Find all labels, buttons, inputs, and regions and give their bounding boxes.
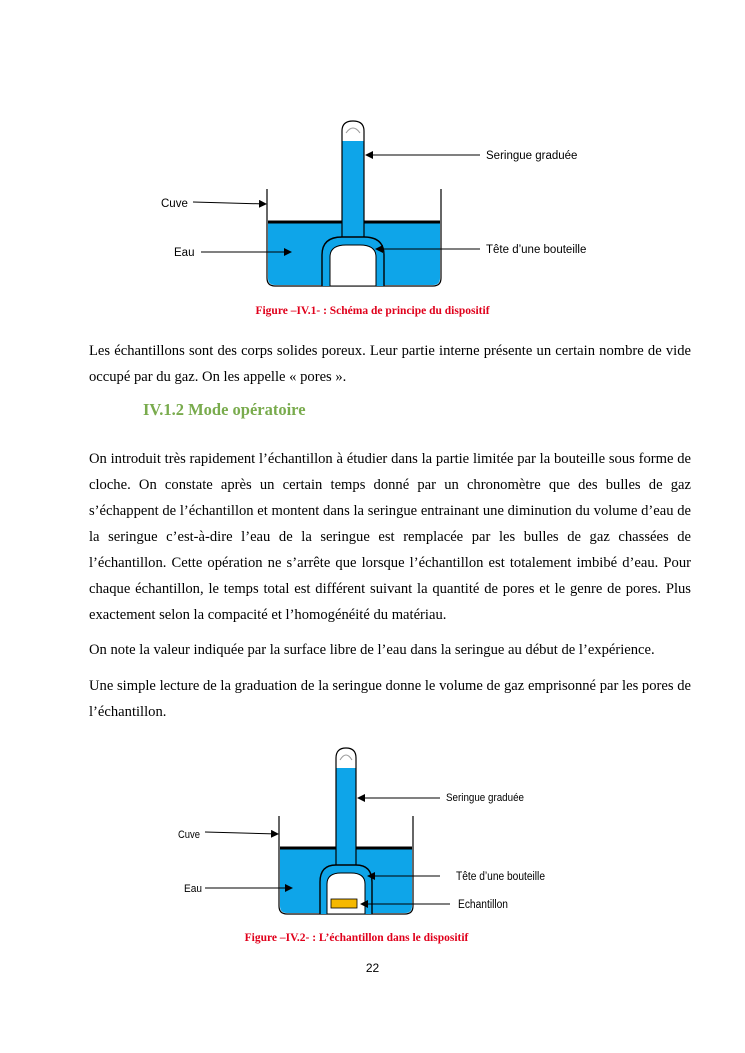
label-tank: Cuve [161, 198, 188, 210]
label-syringe: Seringue graduée [446, 792, 524, 804]
figure-2-caption: Figure –IV.2- : L’échantillon dans le dispositif [244, 932, 469, 944]
label-bottle-head: Tête d’une bouteille [486, 244, 587, 256]
paragraph-4: Une simple lecture de la graduation de la seringue donne le volume de gaz emprisonné par les pores de l’échantillon. [89, 678, 691, 720]
tank-arrow [205, 832, 278, 834]
figure-1-diagram [0, 115, 745, 295]
label-tank: Cuve [178, 829, 200, 841]
label-syringe: Seringue graduée [486, 150, 578, 162]
figure-1 [0, 115, 745, 295]
figure-2 [0, 740, 745, 920]
figure-2-diagram [0, 740, 745, 920]
syringe-water [336, 768, 356, 866]
sample-block [331, 899, 357, 908]
paragraph-3: On note la valeur indiquée par la surface libre de l’eau dans la seringue au début de l’expérience. [89, 642, 655, 658]
bottle-head-inner [330, 245, 376, 286]
page-number: 22 [365, 961, 380, 975]
syringe-tip [340, 755, 352, 760]
figure-1-caption: Figure –IV.1- : Schéma de principe du dispositif [255, 305, 490, 317]
label-sample: Echantillon [458, 899, 508, 911]
paragraph-1: Les échantillons sont des corps solides poreux. Leur partie interne présente un certain nombre de vide occupé par du gaz. On les appelle « pores ». [89, 343, 691, 385]
label-water: Eau [184, 883, 202, 895]
section-heading: IV.1.2 Mode opératoire [143, 400, 306, 419]
paragraph-2: On introduit très rapidement l’échantillon à étudier dans la partie limitée par la bouteille sous forme de cloche. On constate après un certain temps donné par un chronomètre que des bulles de gaz s’échappent de l’échantillon et montent dans la seringue entrainant une diminution du volume d’eau de la seringue c’est-à-dire l’eau de la seringue est remplacée par les bulles de gaz chassées de l’échantillon. Cette opération ne s’arrête que lorsque l’échantillon est totalement imbibé d’eau. Pour chaque échantillon, le temps total est différent suivant la quantité de pores et le genre de pores. Plus exactement selon la compacité et l’homogénéité du matériau. [89, 451, 691, 623]
label-bottle-head: Tête d’une bouteille [456, 871, 545, 883]
tank-arrow [193, 202, 266, 204]
label-water: Eau [174, 247, 195, 259]
syringe-water [342, 141, 364, 237]
syringe-tip [346, 128, 360, 133]
